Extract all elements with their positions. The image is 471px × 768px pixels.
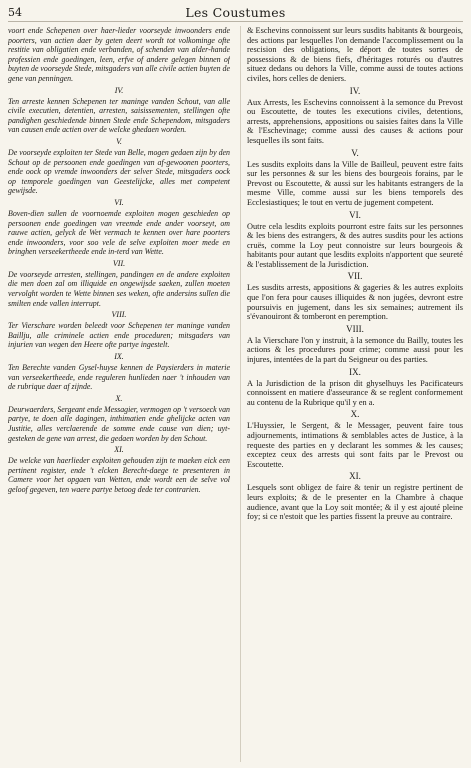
- dutch-text-column: [8, 26, 230, 762]
- page-number: 54: [8, 6, 22, 19]
- running-title: Les Coustumes: [185, 5, 286, 20]
- article-paragraph: & Eschevins connoissent sur leurs susdits habitants & bourgeois, des actions par lesquelles l'on demande l'accomplissement ou la rescision des obligations, le déport de toutes sortes de possessions & de biens fiefs, d'héritages roturés ou d'autres situez dedans ou dehors la Ville, comme aussi de toutes actions civiles, hors celles de deniers.: [247, 26, 463, 83]
- article-heading: XI.: [349, 471, 361, 482]
- article-paragraph: Les susdits exploits dans la Ville de Bailleul, peuvent estre faits sur les personnes & sur les biens des bourgeois forains, par le Prevost ou Escoutette, & aussi sur les habitants estrangers de la mesme Ville, comme aussi sur les biens temporels des Ecclesiastiques; le tout en vertu de jugement competent.: [247, 159, 463, 207]
- article-paragraph: Ter Vierschare worden beleedt voor Schepenen ter maninge vanden Baillju, alle criminele actien ende proceduren; mitsgaders van injurien van wegen den Heere ofte partye ingestelt.: [8, 321, 230, 350]
- article-paragraph: Ten arreste kennen Schepenen ter maninge vanden Schout, van alle civile executien, detentien, arresten, saisissementen, stellingen ofte pandighen geschiedende binnen Stede ende Schependom, mitsgaders van causen ende actien over de welcke ghedaen worden.: [8, 96, 230, 135]
- article-paragraph: Les susdits arrests, appositions & gageries & les autres exploits que l'on fera pour causes illiquides & non jugées, devront estre poursuivis en jugement, dans les six semaines; autrement ils s'évanouiront & tomberont en peremption.: [247, 283, 463, 322]
- article-heading: XI.: [114, 445, 124, 455]
- article-heading: V.: [351, 147, 359, 158]
- article-paragraph: Boven-dien sullen de voornoemde exploiten mogen geschieden op persoonen ende goedingen van vreemde ende ander voorseyt, om rauwe actien, gelyck de Wet vermach te kennen over hare poorters ende inwoonders, voor soo vele de selve exploiten moer mede en bringhen verseekertheede ende in-terd van Wette.: [8, 208, 230, 257]
- article-paragraph: Ten Berechte vanden Gysel-huyse kennen de Paysierders in materie van verseekertheede, ende reguleren hunlieden naer 't inhouden van de rubrique daer af zijnde.: [8, 363, 230, 392]
- article-paragraph: De voorseyde arresten, stellingen, pandingen en de andere exploiten die men doen zal om illiquide en ongewijsde saeken, zullen moeten vervolght worden te Wette binnen ses weken, ofte andersins sullen die smilten ende vallen interrupt.: [8, 269, 230, 308]
- article-heading: VI.: [349, 209, 361, 220]
- article-paragraph: Aux Arrests, les Eschevins connoissent à la semonce du Prevost ou Escoutette, de toutes les executions civiles, detentions, arrests, apprehensions, appositions ou saisies faites dans la Ville & l'Eschevinage; comme aussi des causes & actions pour lesquelles ils sont faits.: [247, 97, 463, 145]
- article-heading: VI.: [114, 197, 124, 207]
- article-heading: X.: [350, 409, 360, 420]
- article-heading: X.: [115, 393, 123, 403]
- article-heading: V.: [116, 136, 122, 146]
- article-paragraph: De welcke van haerlieder exploiten gehouden zijn te maeken eick een pertinent register, ende 't elcken Berecht-daege te presenteren in Camere voor het opgaen van Wetten, ende wordt een de selve vol geloof gegeven, ten waere partye betoog dede ter contrarien.: [8, 456, 230, 494]
- article-paragraph: De voorseyde exploiten ter Stede van Belle, mogen gedaen zijn by den Schout op de persoonen ende goedingen van af-gewoonen poorters, ende oock op vremde inwoonders der selver Stede, mitsgaders oock op temporele goedingen van Geestelijcke, alles met competent gewijsde.: [8, 147, 230, 196]
- article-heading: IX.: [349, 366, 361, 377]
- article-heading: VII.: [347, 271, 363, 282]
- article-heading: VIII.: [346, 323, 364, 334]
- article-paragraph: Deurwaerders, Sergeant ende Messagier, vermogen op 't versoeck van partye, te doen alle dagingen, inthimatien ende ghelijcke acten van Justitie, alles verclaerende de somme ende cause van dien; uyt-gesteken de gene van arrest, die gedaen worden by den Schout.: [8, 404, 230, 443]
- article-paragraph: L'Huyssier, le Sergent, & le Messager, peuvent faire tous adjournements, intimations & semblables actes de Justice, à la requeste des parties en y declarant les sommes & les causes; exceptez ceux des arrests qui sont faits par le Prevost ou Escoutette.: [247, 421, 463, 469]
- article-paragraph: A la Vierschare l'on y instruit, à la semonce du Bailly, toutes les actions & les procedures pour crime; comme aussi pour les injures, intentées de la part du Seigneur ou des parties.: [247, 335, 463, 365]
- article-paragraph: Lesquels sont obligez de faire & tenir un registre pertinent de leurs exploits; & de le presenter en la Chambre à chaque audience, avant que la Loy soit montée; & il y est ajouté pleine foy; si ce n'estoit que les parties fissent la preuve au contraire.: [247, 483, 463, 522]
- article-heading: IV.: [349, 85, 361, 96]
- article-heading: IV.: [114, 85, 124, 95]
- article-paragraph: A la Jurisdiction de la prison dit ghyselhuys les Pacificateurs connoissent en matiere d'asseurance & se reglent conformement au contenu de la Rubrique qu'il y en a.: [247, 378, 463, 407]
- header-rule: [8, 21, 463, 22]
- french-text-column: [240, 26, 463, 762]
- article-heading: VIII.: [111, 310, 127, 320]
- article-heading: IX.: [114, 352, 124, 362]
- article-paragraph: voort ende Schepenen over haer-lieder voorseyde inwoonders ende poorters, van actien daer by geten deert wordt tot volkominge ofte restitie van obligatien ende verbanden, of schenden van alder-hande professien ende goedingen, leen, erfve of andere gelegen binnen of buyten de voorseyde Stede, mitsgaders van alle civile actien buyten de gene van penningen.: [8, 26, 230, 83]
- page-header: [8, 6, 463, 22]
- article-paragraph: Outre cela lesdits exploits pourront estre faits sur les personnes & les biens des estrangers, & des autres susdits pour les actions cruës, comme la Loy peut connoistre sur leurs bourgeois & habitants pour autant que lesdits exploits n'apportent que seureté & l'establissement de la Jurisdiction.: [247, 221, 463, 269]
- article-heading: VII.: [112, 258, 126, 268]
